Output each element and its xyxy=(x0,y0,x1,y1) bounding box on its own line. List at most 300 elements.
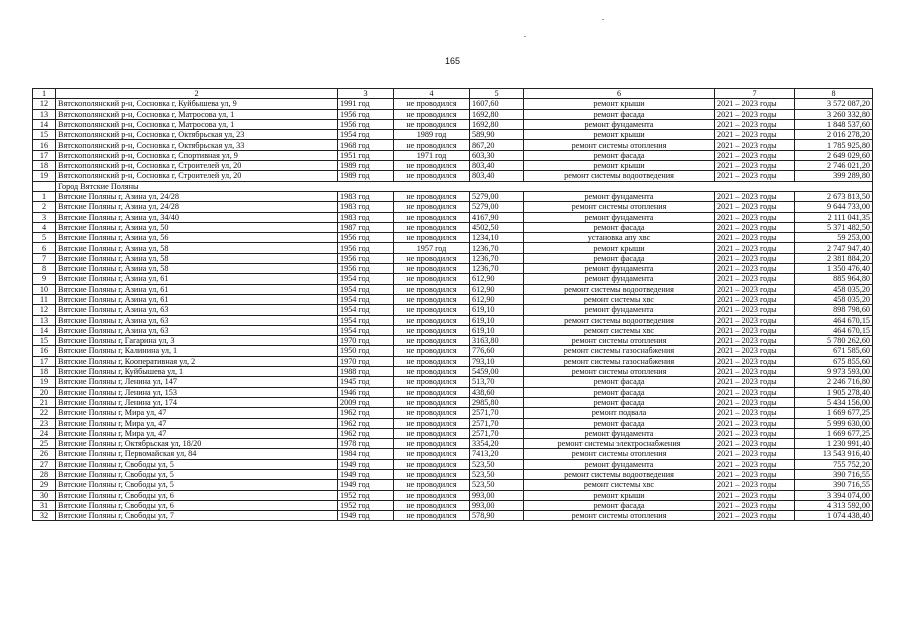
area-cell: 589,90 xyxy=(470,130,524,140)
area-cell: 2571,70 xyxy=(470,428,524,438)
table-row xyxy=(33,264,873,274)
area-cell: 993,00 xyxy=(470,490,524,500)
commission-year-cell: 1954 год xyxy=(338,284,394,294)
last-repair-year-cell: не проводился xyxy=(394,367,470,377)
commission-year-cell: 1945 год xyxy=(338,377,394,387)
period-cell: 2021 – 2023 годы xyxy=(715,469,795,479)
row-number: 10 xyxy=(33,284,56,294)
table-row xyxy=(33,367,873,377)
work-type-cell: ремонт системы отопления xyxy=(524,511,715,521)
work-type-cell: ремонт фундамента xyxy=(524,305,715,315)
column-header: 1 xyxy=(33,89,56,99)
commission-year-cell: 1989 год xyxy=(338,171,394,181)
period-cell: 2021 – 2023 годы xyxy=(715,439,795,449)
cost-cell: 2 111 041,35 xyxy=(795,212,873,222)
cost-cell: 2 381 884,20 xyxy=(795,253,873,263)
cost-cell: 5 434 156,00 xyxy=(795,397,873,407)
area-cell: 1236,70 xyxy=(470,264,524,274)
period-cell: 2021 – 2023 годы xyxy=(715,315,795,325)
period-cell: 2021 – 2023 годы xyxy=(715,274,795,284)
column-header: 8 xyxy=(795,89,873,99)
cost-cell: 2 246 716,80 xyxy=(795,377,873,387)
period-cell: 2021 – 2023 годы xyxy=(715,480,795,490)
work-type-cell: установка апу хвс xyxy=(524,233,715,243)
area-cell: 619,10 xyxy=(470,325,524,335)
area-cell: 3163,80 xyxy=(470,336,524,346)
row-number: 16 xyxy=(33,140,56,150)
area-cell: 2571,70 xyxy=(470,408,524,418)
period-cell: 2021 – 2023 годы xyxy=(715,428,795,438)
period-cell: 2021 – 2023 годы xyxy=(715,171,795,181)
period-cell: 2021 – 2023 годы xyxy=(715,511,795,521)
row-number: 21 xyxy=(33,397,56,407)
last-repair-year-cell: не проводился xyxy=(394,202,470,212)
section-number-cell xyxy=(33,181,56,191)
last-repair-year-cell: не проводился xyxy=(394,264,470,274)
commission-year-cell: 1978 год xyxy=(338,439,394,449)
table-row xyxy=(33,397,873,407)
commission-year-cell: 1946 год xyxy=(338,387,394,397)
row-number: 17 xyxy=(33,356,56,366)
work-type-cell: ремонт системы хвс xyxy=(524,325,715,335)
row-number: 14 xyxy=(33,325,56,335)
row-number: 31 xyxy=(33,500,56,510)
address-cell: Вятскополянский р-н, Сосновка г, Спортивная ул, 9 xyxy=(56,150,338,160)
scan-speck xyxy=(524,36,526,37)
last-repair-year-cell: не проводился xyxy=(394,315,470,325)
area-cell: 523,50 xyxy=(470,459,524,469)
last-repair-year-cell: не проводился xyxy=(394,377,470,387)
commission-year-cell: 1949 год xyxy=(338,511,394,521)
work-type-cell: ремонт фасада xyxy=(524,109,715,119)
commission-year-cell: 1962 год xyxy=(338,428,394,438)
table-row xyxy=(33,274,873,284)
table-row xyxy=(33,336,873,346)
row-number: 9 xyxy=(33,274,56,284)
work-type-cell: ремонт системы водоотведения xyxy=(524,315,715,325)
area-cell: 612,90 xyxy=(470,294,524,304)
area-cell: 578,90 xyxy=(470,511,524,521)
area-cell: 1692,80 xyxy=(470,119,524,129)
table-row xyxy=(33,150,873,160)
table-row xyxy=(33,305,873,315)
period-cell: 2021 – 2023 годы xyxy=(715,325,795,335)
cost-cell: 1 785 925,80 xyxy=(795,140,873,150)
area-cell: 513,70 xyxy=(470,377,524,387)
last-repair-year-cell: не проводился xyxy=(394,480,470,490)
table-row xyxy=(33,459,873,469)
cost-cell: 13 543 916,40 xyxy=(795,449,873,459)
period-cell: 2021 – 2023 годы xyxy=(715,243,795,253)
area-cell: 1692,80 xyxy=(470,109,524,119)
commission-year-cell: 1954 год xyxy=(338,305,394,315)
row-number: 11 xyxy=(33,294,56,304)
row-number: 6 xyxy=(33,243,56,253)
last-repair-year-cell: не проводился xyxy=(394,284,470,294)
period-cell: 2021 – 2023 годы xyxy=(715,377,795,387)
work-type-cell: ремонт системы отопления xyxy=(524,449,715,459)
last-repair-year-cell: не проводился xyxy=(394,346,470,356)
table-row xyxy=(33,439,873,449)
row-number: 25 xyxy=(33,439,56,449)
row-number: 16 xyxy=(33,346,56,356)
address-cell: Вятские Поляны г, Азина ул, 58 xyxy=(56,253,338,263)
row-number: 30 xyxy=(33,490,56,500)
last-repair-year-cell: не проводился xyxy=(394,418,470,428)
last-repair-year-cell: не проводился xyxy=(394,140,470,150)
section-title: Город Вятские Поляны xyxy=(56,181,873,191)
row-number: 19 xyxy=(33,171,56,181)
area-cell: 603,30 xyxy=(470,150,524,160)
last-repair-year-cell: не проводился xyxy=(394,408,470,418)
commission-year-cell: 1991 год xyxy=(338,99,394,109)
commission-year-cell: 1984 год xyxy=(338,449,394,459)
commission-year-cell: 1956 год xyxy=(338,119,394,129)
row-number: 19 xyxy=(33,377,56,387)
scan-speck xyxy=(602,19,604,20)
area-cell: 1236,70 xyxy=(470,243,524,253)
address-cell: Вятские Поляны г, Азина ул, 63 xyxy=(56,305,338,315)
cost-cell: 2 673 813,50 xyxy=(795,191,873,201)
work-type-cell: ремонт системы электроснабжения xyxy=(524,439,715,449)
last-repair-year-cell: не проводился xyxy=(394,490,470,500)
last-repair-year-cell: не проводился xyxy=(394,191,470,201)
address-cell: Вятские Поляны г, Азина ул, 58 xyxy=(56,243,338,253)
period-cell: 2021 – 2023 годы xyxy=(715,449,795,459)
last-repair-year-cell: 1989 год xyxy=(394,130,470,140)
last-repair-year-cell: не проводился xyxy=(394,222,470,232)
period-cell: 2021 – 2023 годы xyxy=(715,212,795,222)
cost-cell: 59 253,00 xyxy=(795,233,873,243)
period-cell: 2021 – 2023 годы xyxy=(715,264,795,274)
commission-year-cell: 1952 год xyxy=(338,500,394,510)
address-cell: Вятскополянский р-н, Сосновка г, Матросова ул, 1 xyxy=(56,119,338,129)
commission-year-cell: 1956 год xyxy=(338,253,394,263)
commission-year-cell: 1983 год xyxy=(338,212,394,222)
cost-cell: 9 973 593,00 xyxy=(795,367,873,377)
address-cell: Вятские Поляны г, Азина ул, 50 xyxy=(56,222,338,232)
cost-cell: 1 230 991,40 xyxy=(795,439,873,449)
column-header: 6 xyxy=(524,89,715,99)
table-row xyxy=(33,233,873,243)
table-row xyxy=(33,212,873,222)
period-cell: 2021 – 2023 годы xyxy=(715,397,795,407)
area-cell: 4502,50 xyxy=(470,222,524,232)
work-type-cell: ремонт фундамента xyxy=(524,212,715,222)
area-cell: 619,10 xyxy=(470,315,524,325)
table-row xyxy=(33,346,873,356)
cost-cell: 390 716,55 xyxy=(795,480,873,490)
table-row xyxy=(33,253,873,263)
area-cell: 3354,20 xyxy=(470,439,524,449)
column-header: 2 xyxy=(56,89,338,99)
address-cell: Вятские Поляны г, Азина ул, 56 xyxy=(56,233,338,243)
row-number: 17 xyxy=(33,150,56,160)
last-repair-year-cell: не проводился xyxy=(394,294,470,304)
cost-cell: 2 016 278,20 xyxy=(795,130,873,140)
period-cell: 2021 – 2023 годы xyxy=(715,346,795,356)
area-cell: 612,90 xyxy=(470,284,524,294)
page-number: 165 xyxy=(444,56,461,66)
table-row xyxy=(33,387,873,397)
commission-year-cell: 2009 год xyxy=(338,397,394,407)
row-number: 26 xyxy=(33,449,56,459)
row-number: 4 xyxy=(33,222,56,232)
commission-year-cell: 1954 год xyxy=(338,274,394,284)
section-row xyxy=(33,181,873,191)
work-type-cell: ремонт фундамента xyxy=(524,264,715,274)
work-type-cell: ремонт системы отопления xyxy=(524,367,715,377)
last-repair-year-cell: не проводился xyxy=(394,171,470,181)
work-type-cell: ремонт фасада xyxy=(524,387,715,397)
period-cell: 2021 – 2023 годы xyxy=(715,284,795,294)
cost-cell: 3 394 074,00 xyxy=(795,490,873,500)
table-row xyxy=(33,109,873,119)
column-header: 5 xyxy=(470,89,524,99)
area-cell: 4167,90 xyxy=(470,212,524,222)
work-type-cell: ремонт крыши xyxy=(524,490,715,500)
last-repair-year-cell: не проводился xyxy=(394,449,470,459)
period-cell: 2021 – 2023 годы xyxy=(715,191,795,201)
address-cell: Вятскополянский р-н, Сосновка г, Строителей ул, 20 xyxy=(56,161,338,171)
commission-year-cell: 1956 год xyxy=(338,243,394,253)
last-repair-year-cell: не проводился xyxy=(394,500,470,510)
table-row xyxy=(33,191,873,201)
table-row xyxy=(33,222,873,232)
commission-year-cell: 1949 год xyxy=(338,459,394,469)
address-cell: Вятские Поляны г, Азина ул, 34/40 xyxy=(56,212,338,222)
cost-cell: 3 572 087,20 xyxy=(795,99,873,109)
period-cell: 2021 – 2023 годы xyxy=(715,387,795,397)
area-cell: 1607,60 xyxy=(470,99,524,109)
period-cell: 2021 – 2023 годы xyxy=(715,161,795,171)
work-type-cell: ремонт системы отопления xyxy=(524,140,715,150)
work-type-cell: ремонт системы отопления xyxy=(524,202,715,212)
table-row xyxy=(33,511,873,521)
period-cell: 2021 – 2023 годы xyxy=(715,253,795,263)
last-repair-year-cell: не проводился xyxy=(394,336,470,346)
row-number: 22 xyxy=(33,408,56,418)
commission-year-cell: 1962 год xyxy=(338,418,394,428)
address-cell: Вятские Поляны г, Азина ул, 61 xyxy=(56,274,338,284)
area-cell: 793,10 xyxy=(470,356,524,366)
work-type-cell: ремонт крыши xyxy=(524,161,715,171)
table-row xyxy=(33,171,873,181)
address-cell: Вятские Поляны г, Свободы ул, 5 xyxy=(56,459,338,469)
last-repair-year-cell: не проводился xyxy=(394,469,470,479)
last-repair-year-cell: не проводился xyxy=(394,99,470,109)
address-cell: Вятскополянский р-н, Сосновка г, Октябрьская ул, 23 xyxy=(56,130,338,140)
area-cell: 1234,10 xyxy=(470,233,524,243)
commission-year-cell: 1956 год xyxy=(338,233,394,243)
period-cell: 2021 – 2023 годы xyxy=(715,459,795,469)
table-row xyxy=(33,315,873,325)
table-row xyxy=(33,408,873,418)
row-number: 12 xyxy=(33,99,56,109)
commission-year-cell: 1962 год xyxy=(338,408,394,418)
work-type-cell: ремонт фасада xyxy=(524,253,715,263)
area-cell: 1236,70 xyxy=(470,253,524,263)
row-number: 13 xyxy=(33,109,56,119)
work-type-cell: ремонт фасада xyxy=(524,150,715,160)
row-number: 15 xyxy=(33,336,56,346)
last-repair-year-cell: не проводился xyxy=(394,428,470,438)
cost-cell: 5 780 262,60 xyxy=(795,336,873,346)
row-number: 5 xyxy=(33,233,56,243)
row-number: 32 xyxy=(33,511,56,521)
last-repair-year-cell: не проводился xyxy=(394,109,470,119)
commission-year-cell: 1970 год xyxy=(338,356,394,366)
commission-year-cell: 1954 год xyxy=(338,325,394,335)
cost-cell: 885 964,80 xyxy=(795,274,873,284)
row-number: 7 xyxy=(33,253,56,263)
commission-year-cell: 1954 год xyxy=(338,294,394,304)
period-cell: 2021 – 2023 годы xyxy=(715,222,795,232)
cost-cell: 898 798,60 xyxy=(795,305,873,315)
table-row xyxy=(33,377,873,387)
column-header: 3 xyxy=(338,89,394,99)
column-header: 4 xyxy=(394,89,470,99)
cost-cell: 2 746 021,20 xyxy=(795,161,873,171)
commission-year-cell: 1954 год xyxy=(338,315,394,325)
last-repair-year-cell: не проводился xyxy=(394,161,470,171)
cost-cell: 675 855,60 xyxy=(795,356,873,366)
period-cell: 2021 – 2023 годы xyxy=(715,99,795,109)
period-cell: 2021 – 2023 годы xyxy=(715,305,795,315)
table-row xyxy=(33,243,873,253)
column-header: 7 xyxy=(715,89,795,99)
work-type-cell: ремонт системы водоотведения xyxy=(524,284,715,294)
work-type-cell: ремонт фундамента xyxy=(524,428,715,438)
work-type-cell: ремонт фундамента xyxy=(524,459,715,469)
commission-year-cell: 1970 год xyxy=(338,336,394,346)
address-cell: Вятскополянский р-н, Сосновка г, Матросова ул, 1 xyxy=(56,109,338,119)
address-cell: Вятские Поляны г, Мира ул, 47 xyxy=(56,408,338,418)
area-cell: 523,50 xyxy=(470,480,524,490)
area-cell: 612,90 xyxy=(470,274,524,284)
cost-cell: 1 350 476,40 xyxy=(795,264,873,274)
area-cell: 5279,00 xyxy=(470,191,524,201)
last-repair-year-cell: не проводился xyxy=(394,387,470,397)
row-number: 12 xyxy=(33,305,56,315)
period-cell: 2021 – 2023 годы xyxy=(715,150,795,160)
address-cell: Вятские Поляны г, Свободы ул, 5 xyxy=(56,469,338,479)
address-cell: Вятские Поляны г, Азина ул, 24/28 xyxy=(56,202,338,212)
commission-year-cell: 1988 год xyxy=(338,367,394,377)
period-cell: 2021 – 2023 годы xyxy=(715,202,795,212)
table-row xyxy=(33,284,873,294)
row-number: 18 xyxy=(33,161,56,171)
commission-year-cell: 1956 год xyxy=(338,264,394,274)
period-cell: 2021 – 2023 годы xyxy=(715,490,795,500)
work-type-cell: ремонт фасада xyxy=(524,377,715,387)
area-cell: 803,40 xyxy=(470,171,524,181)
commission-year-cell: 1983 год xyxy=(338,191,394,201)
header-row xyxy=(33,89,873,99)
row-number: 2 xyxy=(33,202,56,212)
work-type-cell: ремонт системы газоснабжения xyxy=(524,356,715,366)
row-number: 15 xyxy=(33,130,56,140)
row-number: 3 xyxy=(33,212,56,222)
cost-cell: 5 371 482,50 xyxy=(795,222,873,232)
area-cell: 7413,20 xyxy=(470,449,524,459)
area-cell: 803,40 xyxy=(470,161,524,171)
address-cell: Вятские Поляны г, Мира ул, 47 xyxy=(56,428,338,438)
table-row xyxy=(33,202,873,212)
area-cell: 867,20 xyxy=(470,140,524,150)
repair-program-table xyxy=(32,88,873,521)
work-type-cell: ремонт фасада xyxy=(524,222,715,232)
period-cell: 2021 – 2023 годы xyxy=(715,367,795,377)
table-row xyxy=(33,325,873,335)
row-number: 1 xyxy=(33,191,56,201)
cost-cell: 1 905 278,40 xyxy=(795,387,873,397)
cost-cell: 5 999 630,00 xyxy=(795,418,873,428)
table-row xyxy=(33,161,873,171)
cost-cell: 1 669 677,25 xyxy=(795,408,873,418)
period-cell: 2021 – 2023 годы xyxy=(715,356,795,366)
table-row xyxy=(33,449,873,459)
address-cell: Вятские Поляны г, Азина ул, 63 xyxy=(56,325,338,335)
area-cell: 776,60 xyxy=(470,346,524,356)
row-number: 24 xyxy=(33,428,56,438)
address-cell: Вятские Поляны г, Свободы ул, 6 xyxy=(56,490,338,500)
address-cell: Вятские Поляны г, Ленина ул, 153 xyxy=(56,387,338,397)
address-cell: Вятские Поляны г, Свободы ул, 7 xyxy=(56,511,338,521)
commission-year-cell: 1987 год xyxy=(338,222,394,232)
work-type-cell: ремонт крыши xyxy=(524,243,715,253)
row-number: 23 xyxy=(33,418,56,428)
last-repair-year-cell: не проводился xyxy=(394,212,470,222)
address-cell: Вятские Поляны г, Азина ул, 61 xyxy=(56,284,338,294)
table-row xyxy=(33,294,873,304)
table-row xyxy=(33,99,873,109)
address-cell: Вятские Поляны г, Ленина ул, 174 xyxy=(56,397,338,407)
address-cell: Вятские Поляны г, Азина ул, 58 xyxy=(56,264,338,274)
cost-cell: 9 644 733,00 xyxy=(795,202,873,212)
work-type-cell: ремонт фасада xyxy=(524,500,715,510)
cost-cell: 464 670,15 xyxy=(795,325,873,335)
last-repair-year-cell: не проводился xyxy=(394,459,470,469)
cost-cell: 458 035,20 xyxy=(795,284,873,294)
period-cell: 2021 – 2023 годы xyxy=(715,140,795,150)
table-row xyxy=(33,500,873,510)
table-row xyxy=(33,469,873,479)
cost-cell: 464 670,15 xyxy=(795,315,873,325)
period-cell: 2021 – 2023 годы xyxy=(715,408,795,418)
area-cell: 2985,80 xyxy=(470,397,524,407)
address-cell: Вятские Поляны г, Азина ул, 24/28 xyxy=(56,191,338,201)
period-cell: 2021 – 2023 годы xyxy=(715,500,795,510)
last-repair-year-cell: не проводился xyxy=(394,439,470,449)
last-repair-year-cell: не проводился xyxy=(394,305,470,315)
period-cell: 2021 – 2023 годы xyxy=(715,336,795,346)
row-number: 14 xyxy=(33,119,56,129)
commission-year-cell: 1949 год xyxy=(338,480,394,490)
cost-cell: 2 649 029,60 xyxy=(795,150,873,160)
table-row xyxy=(33,356,873,366)
table-row xyxy=(33,490,873,500)
cost-cell: 4 313 592,00 xyxy=(795,500,873,510)
area-cell: 5279,00 xyxy=(470,202,524,212)
row-number: 20 xyxy=(33,387,56,397)
work-type-cell: ремонт фундамента xyxy=(524,191,715,201)
last-repair-year-cell: не проводился xyxy=(394,511,470,521)
address-cell: Вятские Поляны г, Калинина ул, 1 xyxy=(56,346,338,356)
address-cell: Вятскополянский р-н, Сосновка г, Октябрьская ул, 33 xyxy=(56,140,338,150)
cost-cell: 671 585,60 xyxy=(795,346,873,356)
address-cell: Вятские Поляны г, Ленина ул, 147 xyxy=(56,377,338,387)
